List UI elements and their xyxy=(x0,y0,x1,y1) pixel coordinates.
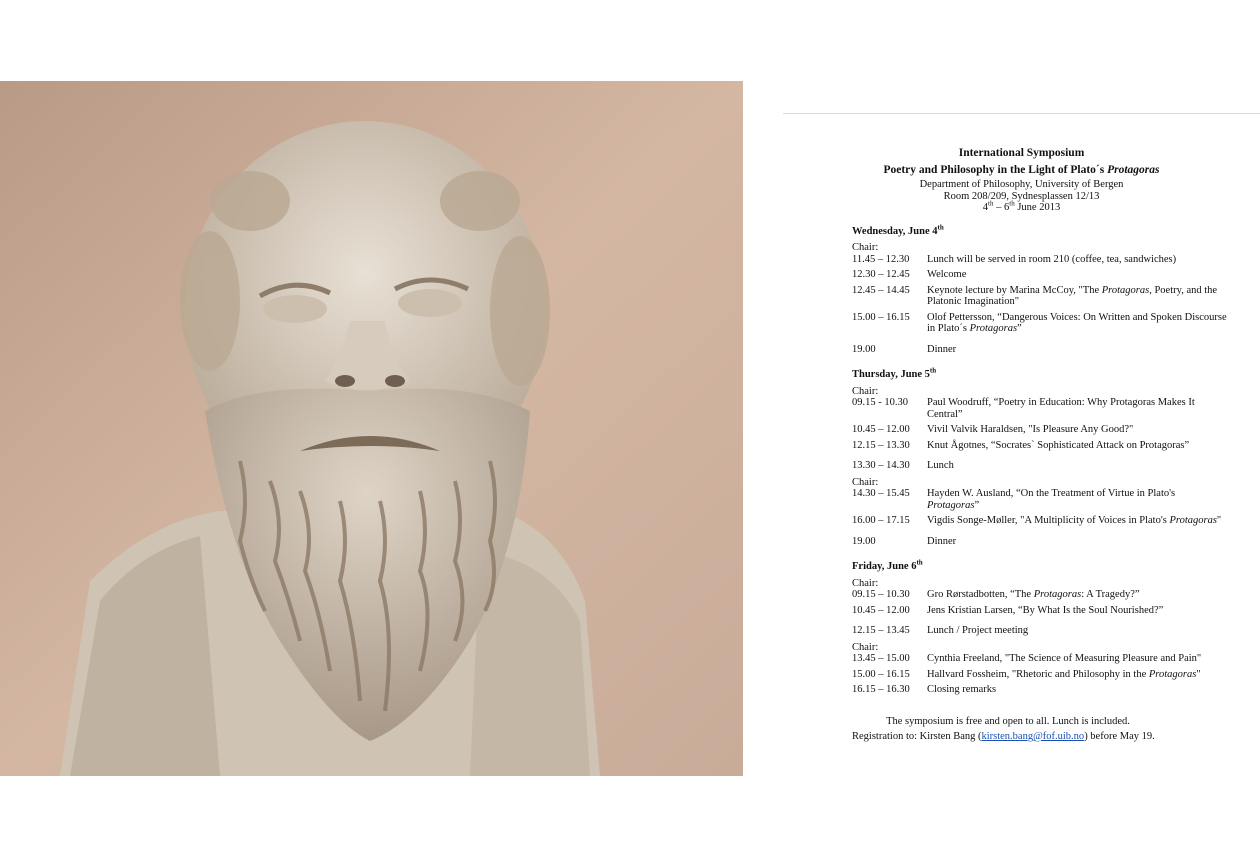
schedule-row: 12.30 – 12.45 Welcome xyxy=(852,269,967,280)
schedule-row: 13.45 – 15.00 Cynthia Freeland, "The Science of Measuring Pleasure and Pain" xyxy=(852,653,1202,664)
chair-label: Chair: xyxy=(852,641,879,653)
department: Department of Philosophy, University of Bergen xyxy=(919,179,1124,190)
schedule-row: 09.15 - 10.30 Paul Woodruff, “Poetry in Education: Why Protagoras Makes It Central” xyxy=(852,397,1195,420)
symposium-program xyxy=(783,146,1260,743)
chair-label: Chair: xyxy=(852,242,879,253)
email-link[interactable]: kirsten.bang@fof.uib.no xyxy=(981,731,1085,742)
schedule-row: 15.00 – 16.15 Hallvard Fossheim, "Rhetoric and Philosophy in the Protagoras" xyxy=(852,668,1201,680)
schedule-row: 10.45 – 12.00 Jens Kristian Larsen, “By What Is the Soul Nourished?” xyxy=(852,604,1164,616)
day-heading-thursday: Thursday, June 5th xyxy=(852,366,937,380)
schedule-row: 13.30 – 14.30 Lunch xyxy=(852,460,954,471)
chair-label: Chair: xyxy=(852,577,879,589)
registration-line: Registration to: Kirsten Bang (kirsten.bang@fof.uib.no) before May 19. xyxy=(852,731,1155,742)
schedule-row: 09.15 – 10.30 Gro Rørstadbotten, “The Protagoras: A Tragedy?” xyxy=(852,589,1140,600)
dates: 4th – 6th June 2013 xyxy=(982,199,1061,213)
room: Room 208/209, Sydnesplassen 12/13 xyxy=(943,190,1100,202)
schedule-row: 19.00 Dinner xyxy=(852,343,957,355)
schedule-row: 11.45 – 12.30 Lunch will be served in room 210 (coffee, tea, sandwiches) xyxy=(852,253,1177,265)
schedule-row: 12.45 – 14.45 Keynote lecture by Marina McCoy, "The Protagoras, Poetry, and the Platonic Imagination" xyxy=(852,284,1218,307)
schedule-row: 16.15 – 16.30 Closing remarks xyxy=(852,684,997,695)
schedule-row: 10.45 – 12.00 Vivil Valvik Haraldsen, "Is Pleasure Any Good?" xyxy=(852,424,1134,435)
socrates-bust-icon xyxy=(0,81,743,776)
chair-label: Chair: xyxy=(852,385,879,397)
schedule-row: 12.15 – 13.30 Knut Ågotnes, “Socrates` Sophisticated Attack on Protagoras” xyxy=(852,439,1190,451)
symposium-subtitle: Poetry and Philosophy in the Light of Plato´s Protagoras xyxy=(883,164,1160,176)
footer xyxy=(852,716,1260,743)
day-heading-wednesday: Wednesday, June 4th xyxy=(852,223,944,237)
schedule-row: 12.15 – 13.45 Lunch / Project meeting xyxy=(852,625,1029,636)
schedule-row: 16.00 – 17.15 Vigdis Songe-Møller, "A Multiplicity of Voices in Plato's Protagoras" xyxy=(852,515,1222,526)
socrates-bust-photo xyxy=(0,81,743,776)
divider-line xyxy=(783,113,1260,114)
chair-label: Chair: xyxy=(852,476,879,488)
footer-note: The symposium is free and open to all. Lunch is included. xyxy=(886,715,1130,727)
schedule-row: 19.00 Dinner xyxy=(852,535,957,547)
day-heading-friday: Friday, June 6th xyxy=(852,558,923,572)
schedule-row: 15.00 – 16.15 Olof Pettersson, “Dangerous Voices: On Written and Spoken Discourse in Plato´s Protagoras” xyxy=(852,311,1227,334)
symposium-title: International Symposium xyxy=(958,147,1085,159)
schedule-row: 14.30 – 15.45 Hayden W. Ausland, “On the Treatment of Virtue in Plato's Protagoras” xyxy=(852,488,1176,511)
